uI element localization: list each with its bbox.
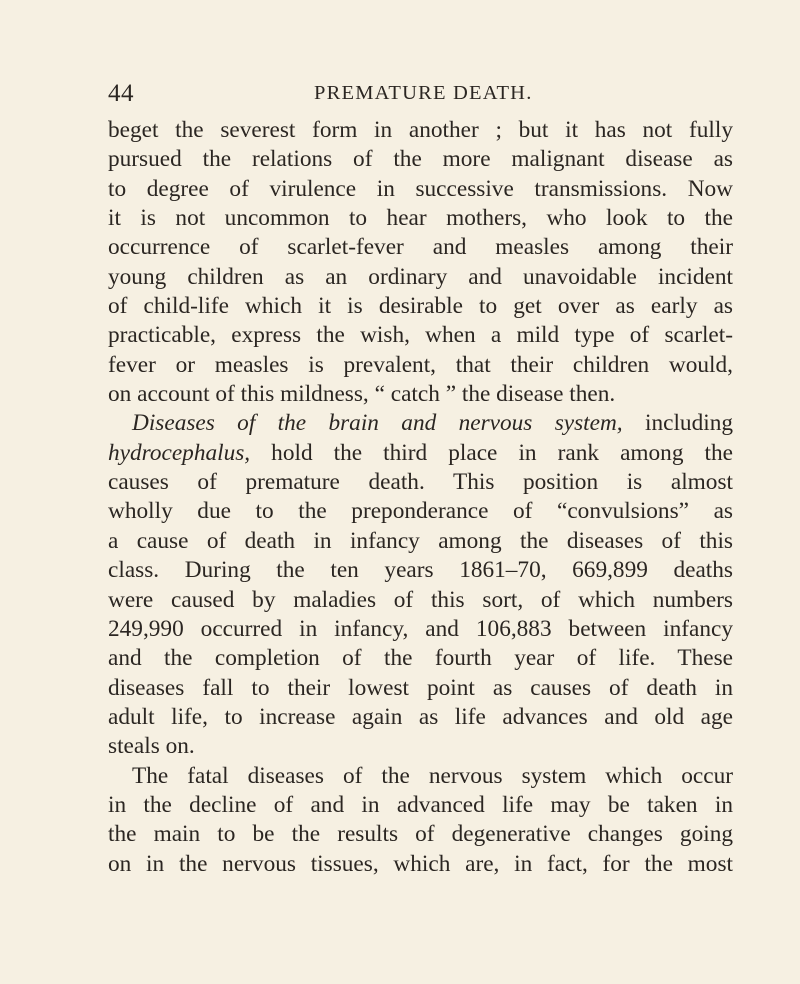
text-line: 249,990 occurred in infancy, and 106,883 between infancy <box>108 615 733 642</box>
text-line: causes of premature death. This position is almost <box>108 469 733 496</box>
text-line <box>108 409 733 438</box>
text-line: on account of this mildness, “ catch ” the disease then. <box>108 381 616 408</box>
italic-phrase: Diseases of the brain and nervous system, <box>132 410 623 437</box>
running-head: PREMATURE DEATH. <box>314 82 533 104</box>
text-line: and the completion of the fourth year of life. These <box>108 645 733 672</box>
text-line: on in the nervous tissues, which are, in fact, for the most <box>108 850 733 877</box>
text-line: class. During the ten years 1861–70, 669,899 deaths <box>108 557 733 584</box>
text-line: were caused by maladies of this sort, of which numbers <box>108 586 733 613</box>
text-line: occurrence of scarlet-fever and measles among their <box>108 234 733 261</box>
text-line: it is not uncommon to hear mothers, who look to the <box>108 205 733 232</box>
text-line: adult life, to increase again as life advances and old age <box>108 703 733 730</box>
text-line: of child-life which it is desirable to get over as early as <box>108 293 733 320</box>
text-run: hold the third place in rank among the <box>250 439 733 466</box>
italic-phrase: hydrocephalus, <box>108 439 251 466</box>
text-line: a cause of death in infancy among the diseases of this <box>108 527 733 554</box>
text-line: young children as an ordinary and unavoidable incident <box>108 263 733 290</box>
page-number: 44 <box>108 80 134 107</box>
text-line: steals on. <box>108 733 195 760</box>
text-run: including <box>622 410 733 437</box>
text-line: fever or measles is prevalent, that their children would, <box>108 351 733 378</box>
body-text <box>108 116 733 879</box>
text-line: practicable, express the wish, when a mild type of scarlet- <box>108 322 733 349</box>
text-line: wholly due to the preponderance of “convulsions” as <box>108 498 733 525</box>
text-line: to degree of virulence in successive transmissions. Now <box>108 175 733 202</box>
text-line: pursued the relations of the more malignant disease as <box>108 146 733 173</box>
text-line: diseases fall to their lowest point as causes of death in <box>108 674 733 701</box>
text-line: in the decline of and in advanced life may be taken in <box>108 791 733 818</box>
text-line: beget the severest form in another ; but it has not fully <box>108 117 733 143</box>
text-line: The fatal diseases of the nervous system which occur <box>132 762 733 789</box>
text-line <box>108 439 733 468</box>
page-header <box>108 80 740 110</box>
text-line: the main to be the results of degenerative changes going <box>108 821 733 848</box>
